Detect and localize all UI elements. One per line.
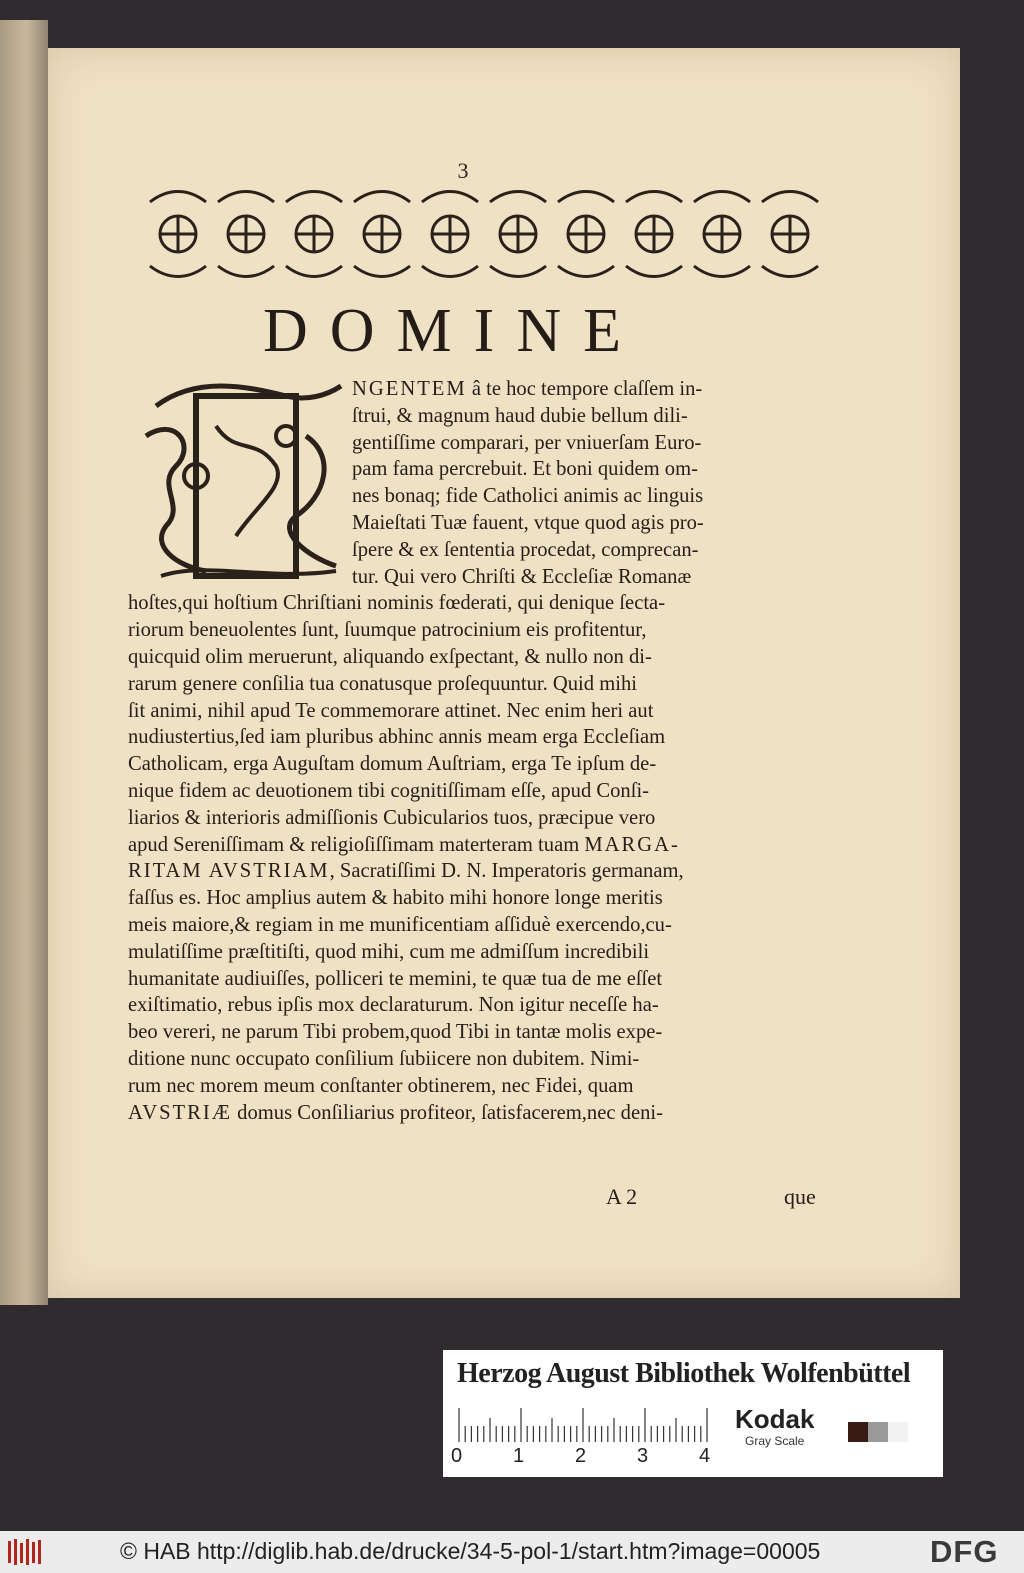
line-text: Maieſtati Tuæ fauent, vtque quod agis pro- (352, 511, 704, 534)
line-text: gentiſſime comparari, per vniuerſam Euro- (352, 431, 702, 454)
line-text: nique fidem ac deuotionem tibi cognitiſſimam eſſe, apud Conſi- (128, 779, 650, 802)
line-text: apud Sereniſſimam & religioſiſſimam materteram tuam (128, 833, 585, 856)
swatch-light (888, 1422, 908, 1442)
text-line (128, 966, 828, 993)
hab-barcode-icon (6, 1537, 46, 1567)
body-text (128, 376, 828, 1126)
text-line (128, 537, 828, 564)
dfg-logo: DFG (930, 1534, 999, 1569)
text-line (128, 751, 828, 778)
gray-swatches (848, 1422, 908, 1442)
copyright-url[interactable]: © HAB http://diglib.hab.de/drucke/34-5-pol-1/start.htm?image=00005 (120, 1538, 821, 1564)
line-text: beo vereri, ne parum Tibi probem,quod Tibi in tantæ molis expe- (128, 1021, 663, 1044)
swatch-mid (868, 1422, 888, 1442)
line-text: faſſus es. Hoc amplius autem & habito mihi honore longe meritis (128, 887, 663, 910)
line-text: Catholicam, erga Auguſtam domum Auſtriam, erga Te ipſum de- (128, 753, 657, 776)
line-text: pam fama percrebuit. Et boni quidem om- (352, 458, 698, 481)
text-line (128, 617, 828, 644)
line-text: riorum beneuolentes ſunt, ſuumque patrocinium eis profitentur, (128, 619, 647, 642)
library-name: Herzog August Bibliothek Wolfenbüttel (457, 1358, 911, 1389)
ornamental-headpiece (143, 188, 833, 280)
text-line (128, 1019, 828, 1046)
left-page-edge (0, 20, 48, 1305)
footer-bar (0, 1531, 1024, 1573)
ruler-number: 0 (451, 1445, 463, 1467)
text-line (128, 376, 828, 403)
text-line (128, 644, 828, 671)
line-text: tur. Qui vero Chriſti & Eccleſiæ Romanæ (352, 565, 692, 588)
signature-mark: A 2 (606, 1184, 638, 1209)
color-calibration-target (443, 1350, 943, 1477)
line-text: humanitate audiuiſſes, polliceri te memini, te quæ tua de me eſſet (128, 967, 663, 990)
text-line (128, 671, 828, 698)
line-text: â te hoc tempore claſſem in- (466, 378, 703, 400)
text-line (128, 698, 828, 725)
kodak-logo: Kodak (735, 1404, 815, 1434)
text-line (128, 832, 828, 859)
line-text: rarum genere conſilia tua conatusque proſequuntur. Quid mihi (128, 672, 637, 695)
book-page (48, 48, 960, 1298)
ornament-scroll (762, 192, 818, 277)
ornament-scroll (286, 192, 342, 277)
line-text: ditione nunc occupato conſilium ſubiicere non dubitem. Nimi- (128, 1047, 640, 1070)
text-line (128, 992, 828, 1019)
ornament-scroll (422, 192, 478, 277)
text-line (128, 403, 828, 430)
text-line (128, 885, 828, 912)
text-line (128, 510, 828, 537)
line-text: ſit animi, nihil apud Te commemorare attinet. Nec enim heri aut (128, 699, 654, 722)
line-text: ſpere & ex ſententia procedat, comprecan- (352, 538, 699, 561)
ruler-number: 2 (575, 1445, 587, 1467)
ornament-scroll (694, 192, 750, 277)
text-line (128, 724, 828, 751)
text-line (128, 456, 828, 483)
line-text: exiſtimatio, rebus ipſis mox declaraturum. Non igitur neceſſe ha- (128, 994, 659, 1017)
catchword: que (784, 1184, 816, 1209)
kodak-subtitle: Gray Scale (745, 1434, 805, 1448)
line-text: hoſtes,qui hoſtium Chriſtiani nominis fœderati, qui denique ſecta- (128, 592, 666, 615)
line-text: nes bonaq; fide Catholici animis ac linguis (352, 485, 704, 508)
page-heading: DOMINE (263, 297, 643, 365)
ruler-number: 1 (513, 1445, 525, 1467)
ornament-scroll (354, 192, 410, 277)
ruler-number: 3 (637, 1445, 649, 1467)
line-text: nudiustertius,ſed iam pluribus abhinc annis meam erga Eccleſiam (128, 726, 666, 749)
ruler-numbers (451, 1445, 751, 1471)
text-line (128, 858, 828, 885)
ornament-scroll (150, 192, 206, 277)
ruler-scale (457, 1406, 727, 1444)
text-line (128, 1046, 828, 1073)
line-text: rum nec morem meum conſtanter obtinerem, nec Fidei, quam (128, 1074, 634, 1097)
text-line (128, 483, 828, 510)
text-line (128, 912, 828, 939)
small-caps-text: NGENTEM (352, 378, 467, 400)
swatch-dark (848, 1422, 868, 1442)
text-line (128, 1100, 828, 1127)
text-line (128, 1073, 828, 1100)
small-caps-text: RITAM AVSTRIAM (128, 860, 330, 883)
line-text: quicquid olim meruerunt, aliquando exſpectant, & nullo non di- (128, 645, 652, 668)
ornament-scroll (626, 192, 682, 277)
ornament-scroll (490, 192, 546, 277)
ornament-scroll (218, 192, 274, 277)
ornament-scroll (558, 192, 614, 277)
line-text: ſtrui, & magnum haud dubie bellum dili- (352, 404, 688, 427)
text-line (128, 590, 828, 617)
line-text: meis maiore,& regiam in me munificentiam aſſiduè exercendo,cu- (128, 913, 672, 936)
text-line (128, 430, 828, 457)
text-line (128, 805, 828, 832)
small-caps-text: AVSTRIÆ (128, 1101, 233, 1124)
text-line (128, 778, 828, 805)
text-line (128, 939, 828, 966)
small-caps-text: MARGA- (584, 833, 680, 856)
line-text: domus Conſiliarius profiteor, ſatisfacerem,nec deni- (232, 1101, 663, 1124)
text-line (128, 564, 828, 591)
line-text: mulatiſſime præſtitiſti, quod mihi, cum me admiſſum incredibili (128, 940, 650, 963)
line-text: liarios & interioris admiſſionis Cubicularios tuos, præcipue vero (128, 806, 656, 829)
line-text: , Sacratiſſimi D. N. Imperatoris germanam, (329, 860, 684, 883)
page-number: 3 (457, 158, 469, 183)
ruler-number: 4 (699, 1445, 711, 1467)
